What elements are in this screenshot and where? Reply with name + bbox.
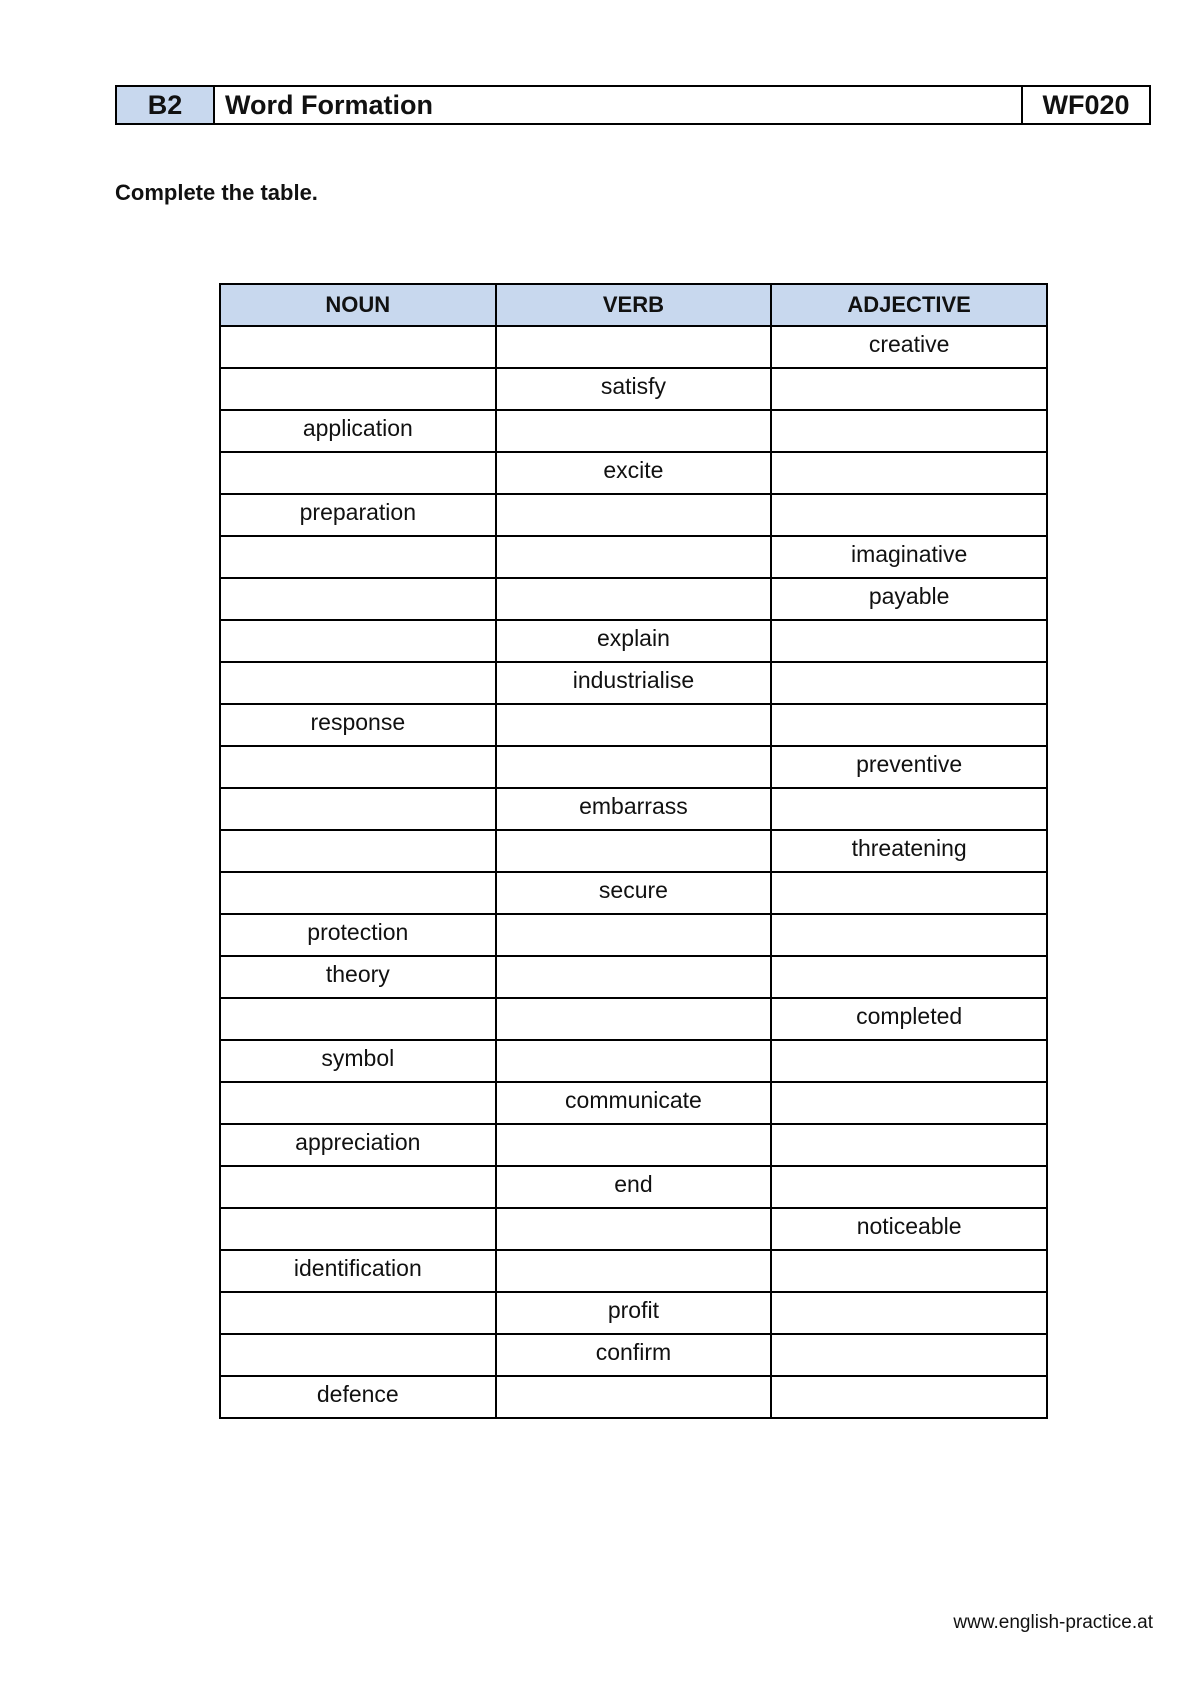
cell-noun: theory [220, 956, 496, 998]
cell-verb [496, 914, 772, 956]
cell-adjective [771, 368, 1047, 410]
worksheet-title: Word Formation [225, 89, 433, 120]
cell-verb: explain [496, 620, 772, 662]
table-row [220, 746, 1047, 788]
table-row [220, 956, 1047, 998]
cell-verb: end [496, 1166, 772, 1208]
cell-verb [496, 494, 772, 536]
cell-noun: response [220, 704, 496, 746]
cell-noun [220, 536, 496, 578]
cell-verb [496, 578, 772, 620]
cell-verb [496, 956, 772, 998]
table-row [220, 662, 1047, 704]
cell-adjective [771, 872, 1047, 914]
cell-adjective [771, 1166, 1047, 1208]
cell-adjective: imaginative [771, 536, 1047, 578]
cell-adjective [771, 1250, 1047, 1292]
cell-verb: secure [496, 872, 772, 914]
cell-noun: defence [220, 1376, 496, 1418]
cell-adjective [771, 662, 1047, 704]
cell-noun [220, 620, 496, 662]
table-row [220, 1250, 1047, 1292]
cell-adjective: noticeable [771, 1208, 1047, 1250]
table-row [220, 914, 1047, 956]
cell-verb [496, 326, 772, 368]
cell-noun [220, 662, 496, 704]
cell-adjective [771, 956, 1047, 998]
cell-adjective: payable [771, 578, 1047, 620]
table-row [220, 1376, 1047, 1418]
table-row [220, 326, 1047, 368]
cell-noun: identification [220, 1250, 496, 1292]
header-bar [115, 85, 1151, 125]
cell-noun [220, 1082, 496, 1124]
cell-noun [220, 788, 496, 830]
table-row [220, 704, 1047, 746]
table-row [220, 1208, 1047, 1250]
cell-verb [496, 998, 772, 1040]
cell-adjective [771, 1334, 1047, 1376]
table-row [220, 1334, 1047, 1376]
footer-url: www.english-practice.at [953, 1612, 1153, 1633]
cell-verb [496, 536, 772, 578]
cell-adjective [771, 494, 1047, 536]
cell-noun [220, 1334, 496, 1376]
cell-noun [220, 326, 496, 368]
cell-noun: application [220, 410, 496, 452]
cell-verb: satisfy [496, 368, 772, 410]
worksheet-code: WF020 [1021, 87, 1149, 123]
cell-adjective [771, 1376, 1047, 1418]
cell-verb: embarrass [496, 788, 772, 830]
cell-adjective [771, 452, 1047, 494]
cell-adjective [771, 620, 1047, 662]
table-row [220, 830, 1047, 872]
cell-verb: communicate [496, 1082, 772, 1124]
table-row [220, 1040, 1047, 1082]
cell-verb [496, 746, 772, 788]
table-row [220, 872, 1047, 914]
table-row [220, 1166, 1047, 1208]
column-header-adjective: ADJECTIVE [771, 284, 1047, 326]
cell-noun [220, 872, 496, 914]
table-row [220, 1082, 1047, 1124]
cell-verb [496, 1376, 772, 1418]
table-row [220, 368, 1047, 410]
cell-adjective [771, 1124, 1047, 1166]
table-row [220, 1124, 1047, 1166]
table-row [220, 536, 1047, 578]
cell-verb [496, 410, 772, 452]
cell-noun [220, 998, 496, 1040]
cell-adjective [771, 788, 1047, 830]
level-label: B2 [117, 87, 215, 123]
cell-verb [496, 830, 772, 872]
cell-noun [220, 1292, 496, 1334]
cell-adjective: threatening [771, 830, 1047, 872]
cell-noun: symbol [220, 1040, 496, 1082]
table-row [220, 452, 1047, 494]
table-row [220, 1292, 1047, 1334]
instruction-text: Complete the table. [115, 180, 318, 205]
table-row [220, 788, 1047, 830]
cell-adjective [771, 1082, 1047, 1124]
table-row [220, 494, 1047, 536]
table-row [220, 410, 1047, 452]
table-row [220, 620, 1047, 662]
column-header-noun: NOUN [220, 284, 496, 326]
cell-noun: protection [220, 914, 496, 956]
cell-adjective: preventive [771, 746, 1047, 788]
cell-noun [220, 1166, 496, 1208]
cell-noun [220, 830, 496, 872]
cell-noun [220, 578, 496, 620]
cell-verb: industrialise [496, 662, 772, 704]
cell-adjective: creative [771, 326, 1047, 368]
table-row [220, 998, 1047, 1040]
cell-noun [220, 368, 496, 410]
word-formation-table [219, 283, 1048, 1419]
cell-noun [220, 452, 496, 494]
cell-verb [496, 1124, 772, 1166]
cell-verb: confirm [496, 1334, 772, 1376]
cell-verb: profit [496, 1292, 772, 1334]
column-header-verb: VERB [496, 284, 772, 326]
cell-verb: excite [496, 452, 772, 494]
cell-noun [220, 1208, 496, 1250]
cell-verb [496, 1250, 772, 1292]
cell-verb [496, 704, 772, 746]
cell-noun: preparation [220, 494, 496, 536]
cell-adjective [771, 1292, 1047, 1334]
table-row [220, 578, 1047, 620]
cell-noun: appreciation [220, 1124, 496, 1166]
cell-verb [496, 1208, 772, 1250]
cell-adjective: completed [771, 998, 1047, 1040]
cell-adjective [771, 1040, 1047, 1082]
cell-adjective [771, 410, 1047, 452]
table-body [220, 326, 1047, 1418]
cell-adjective [771, 704, 1047, 746]
cell-verb [496, 1040, 772, 1082]
cell-noun [220, 746, 496, 788]
table-header-row [220, 284, 1047, 326]
cell-adjective [771, 914, 1047, 956]
